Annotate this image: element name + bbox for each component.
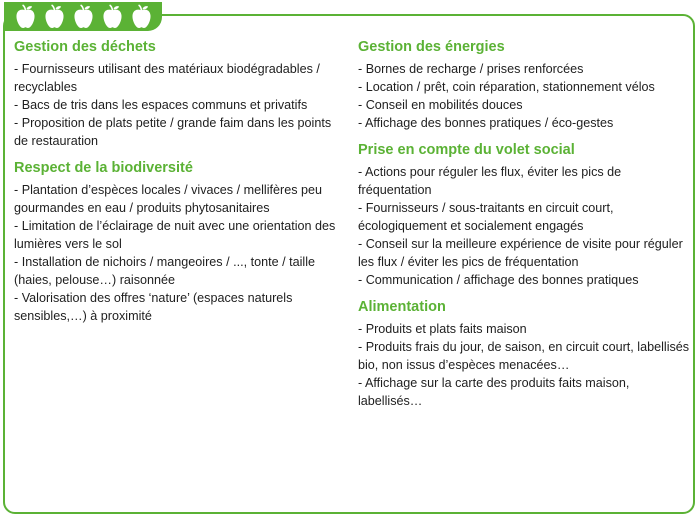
list-item: - Conseil en mobilités douces: [358, 98, 523, 112]
bullet-list: [358, 320, 690, 410]
apple-icon: [129, 4, 154, 30]
list-item: - Conseil sur la meilleure expérience de visite pour réguler les flux / éviter les pics de fréquentation: [358, 237, 683, 269]
left-column: [14, 38, 344, 334]
list-item: - Produits et plats faits maison: [358, 322, 527, 336]
right-column: [358, 38, 690, 419]
section-gestion-energies: [358, 38, 690, 132]
list-item: - Installation de nichoirs / mangeoires / ..., tonte / taille (haies, pelouse…) raisonnée: [14, 255, 316, 287]
apple-icon: [100, 4, 125, 30]
list-item: - Affichage des bonnes pratiques / éco-gestes: [358, 116, 614, 130]
section-title: Respect de la biodiversité: [14, 160, 193, 176]
list-item: - Proposition de plats petite / grande faim dans les points de restauration: [14, 116, 332, 148]
section-volet-social: [358, 141, 690, 289]
section-title: Alimentation: [358, 299, 446, 315]
list-item: - Produits frais du jour, de saison, en circuit court, labellisés bio, non issus d’espèces menacées…: [358, 340, 690, 372]
list-item: - Fournisseurs utilisant des matériaux biodégradables / recyclables: [14, 62, 320, 94]
section-title: Gestion des déchets: [14, 39, 156, 55]
bullet-list: [358, 60, 690, 132]
apple-icon: [71, 4, 96, 30]
section-title: Prise en compte du volet social: [358, 142, 575, 158]
bullet-list: [14, 181, 344, 325]
section-gestion-dechets: [14, 38, 344, 150]
section-respect-biodiversite: [14, 159, 344, 325]
bullet-list: [14, 60, 344, 150]
section-alimentation: [358, 298, 690, 410]
list-item: - Limitation de l’éclairage de nuit avec une orientation des lumières vers le sol: [14, 219, 336, 251]
apple-rating-badge: [4, 2, 162, 31]
list-item: - Actions pour réguler les flux, éviter les pics de fréquentation: [358, 165, 622, 197]
list-item: - Valorisation des offres ‘nature’ (espaces naturels sensibles,…) à proximité: [14, 291, 293, 323]
list-item: - Bornes de recharge / prises renforcées: [358, 62, 584, 76]
list-item: - Plantation d’espèces locales / vivaces / mellifères peu gourmandes en eau / produits phytosanitaires: [14, 183, 322, 215]
list-item: - Affichage sur la carte des produits faits maison, labellisés…: [358, 376, 630, 408]
list-item: - Communication / affichage des bonnes pratiques: [358, 273, 639, 287]
apple-icon: [13, 4, 38, 30]
list-item: - Location / prêt, coin réparation, stationnement vélos: [358, 80, 655, 94]
apple-icon: [42, 4, 67, 30]
bullet-list: [358, 163, 690, 289]
list-item: - Bacs de tris dans les espaces communs et privatifs: [14, 98, 308, 112]
list-item: - Fournisseurs / sous-traitants en circuit court, écologiquement et socialement engagés: [358, 201, 614, 233]
section-title: Gestion des énergies: [358, 39, 505, 55]
